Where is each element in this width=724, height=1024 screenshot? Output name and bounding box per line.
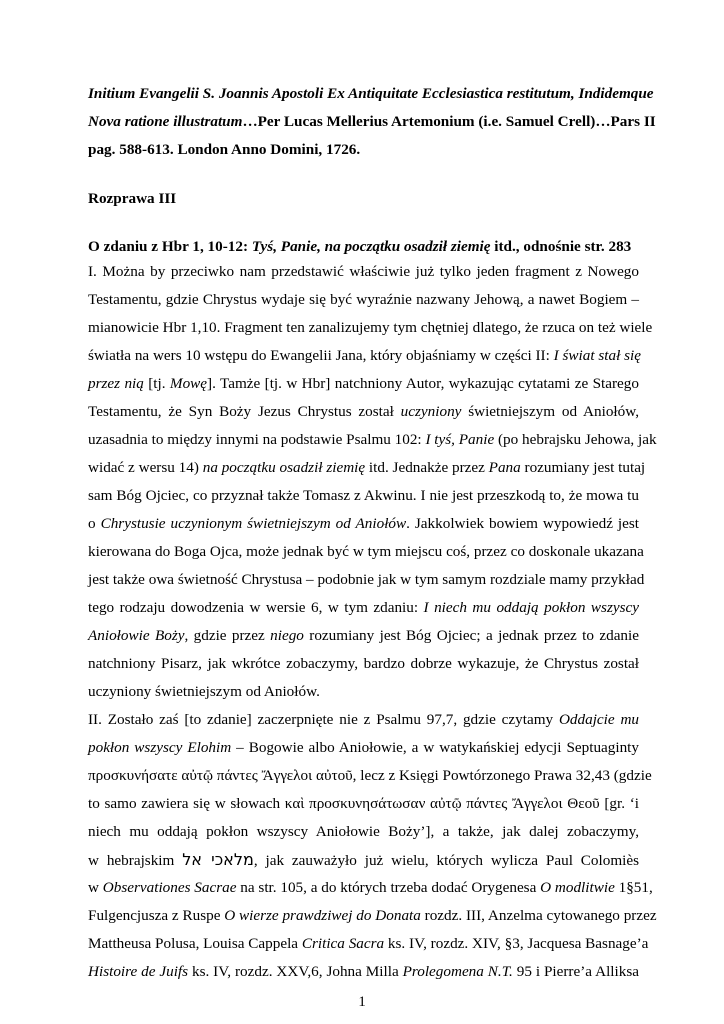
- italic-run: Aniołowie Boży: [88, 627, 185, 644]
- text-run: itd. Jednakże przez: [365, 459, 489, 476]
- paragraph-2-line-3: προσκυνήσατε αὐτῷ πάντες Ἄγγελοι αὐτοῦ, lecz z Księgi Powtórzonego Prawa 32,43 (gdzie: [88, 767, 652, 784]
- text-run: o: [88, 515, 101, 532]
- italic-run: Mowę: [169, 375, 208, 392]
- paragraph-1-line-14: [88, 626, 639, 646]
- text-run: w hebrajskim: [88, 852, 183, 869]
- text-run: Fulgencjusza z Ruspe: [88, 907, 225, 924]
- paragraph-1-line-1: I. Można by przeciwko nam przedstawić właściwie już tylko jeden fragment z Nowego: [88, 263, 639, 280]
- header-line-3: [88, 140, 639, 160]
- subheading-text: O zdaniu z Hbr 1, 10-12:: [88, 238, 252, 255]
- subheading-quote: Tyś, Panie, na początku osadził ziemię: [251, 238, 491, 255]
- text-run: (po hebrajsku Jehowa, jak: [494, 431, 657, 448]
- paragraph-2-line-1: [88, 710, 639, 730]
- text-run: uzasadnia to między innymi na podstawie Psalmu 102:: [88, 431, 426, 448]
- paragraph-1-line-2: Testamentu, gdzie Chrystus wydaje się być wyraźnie nazwany Jehową, a nawet Bogiem –: [88, 291, 639, 308]
- italic-run: I tyś, Panie: [425, 431, 495, 448]
- subheading: [88, 237, 639, 257]
- text-run: 95 i Pierre’a Alliksa: [512, 963, 639, 980]
- text-run: światła na wers 10 wstępu do Ewangelii Jana, który objaśniamy w części II:: [88, 347, 554, 364]
- text-run: ks. IV, rozdz. XIV, §3, Jacquesa Basnage’a: [384, 935, 649, 952]
- italic-run: I niech mu oddają pokłon wszyscy: [423, 599, 639, 616]
- header-line-2: [88, 112, 656, 132]
- text-run: tego rodzaju dowodzenia w wersie 6, w tym zdaniu:: [88, 599, 424, 616]
- text-run: , gdzie przez: [184, 627, 271, 644]
- text-run: II. Zostało zaś [to zdanie] zaczerpnięte nie z Psalmu 97,7, gdzie czytamy: [88, 711, 559, 728]
- text-run: Testamentu, że Syn Boży Jezus Chrystus został: [88, 403, 401, 420]
- italic-run: Pana: [488, 459, 521, 476]
- paragraph-1-line-12: jest także owa świetność Chrystusa – podobnie jak w tym samym rozdziale mamy przykład: [88, 571, 645, 588]
- italic-run: Prolegomena N.T.: [402, 963, 513, 980]
- paragraph-1-line-11: kierowana do Boga Ojca, może jednak być w tym miejscu coś, przez co doskonale ukazana: [88, 543, 644, 560]
- text-run: ]. Tamże [tj. w Hbr] natchniony Autor, wykazując cytatami ze Starego: [207, 375, 639, 392]
- text-run: świetniejszym od Aniołów,: [461, 403, 639, 420]
- italic-run: Observationes Sacrae: [102, 879, 237, 896]
- paragraph-2-line-4: to samo zawiera się w słowach καὶ προσκυνησάτωσαν αὐτῷ πάντες Ἄγγελοι Θεοῦ [gr. ‘i: [88, 795, 639, 812]
- paragraph-2-line-10: [88, 962, 639, 982]
- text-run: w: [88, 879, 103, 896]
- header-author-text: …Per Lucas Mellerius Artemonium (i.e. Samuel Crell)…Pars II: [242, 113, 656, 130]
- header-title-text: Nova ratione illustratum: [88, 113, 243, 130]
- paragraph-1-line-10: [88, 514, 639, 534]
- text-run: ks. IV, rozdz. XXV,6, Johna Milla: [188, 963, 403, 980]
- text-run: , jak zauważyło już wielu, których wylicza Paul Colomiès: [253, 852, 640, 869]
- paragraph-1-line-9: sam Bóg Ojciec, co przyznał także Tomasz z Akwinu. I nie jest przeszkodą to, że mowa tu: [88, 487, 639, 504]
- paragraph-2-line-2: [88, 738, 639, 758]
- section-title: Rozprawa III: [88, 190, 177, 207]
- paragraph-1-line-8: [88, 458, 646, 478]
- text-run: na str. 105, a do których trzeba dodać Orygenesa: [236, 879, 541, 896]
- subheading-text: itd., odnośnie str. 283: [490, 238, 632, 255]
- hebrew-text: מלאכי אל: [182, 850, 254, 869]
- paragraph-2-line-5: niech mu oddają pokłon wszyscy Aniołowie Boży’], a także, jak dalej zobaczymy,: [88, 823, 639, 840]
- text-run: rozumiany jest tutaj: [520, 459, 646, 476]
- paragraph-1-line-16: uczyniony świetniejszym od Aniołów.: [88, 683, 320, 700]
- header-title-text: Initium Evangelii S. Joannis Apostoli Ex Antiquitate Ecclesiastica restitutum, Indidemque: [88, 85, 654, 102]
- italic-run: I świat stał się: [553, 347, 641, 364]
- italic-run: Oddajcie mu: [558, 711, 640, 728]
- page-number: 1: [358, 993, 366, 1010]
- text-run: [tj.: [143, 375, 170, 392]
- text-run: rozdz. III, Anzelma cytowanego przez: [420, 907, 657, 924]
- paragraph-1-line-15: natchniony Pisarz, jak wkrótce zobaczymy, bardzo dobrze wykazuje, że Chrystus został: [88, 655, 639, 672]
- italic-run: niego: [270, 627, 304, 644]
- text-run: – Bogowie albo Aniołowie, a w watykańskiej edycji Septuaginty: [231, 739, 639, 756]
- italic-run: uczyniony: [400, 403, 462, 420]
- paragraph-1-line-4: [88, 346, 639, 366]
- text-run: rozumiany jest Bóg Ojciec; a jednak przez to zdanie: [303, 627, 639, 644]
- paragraph-2-line-7: [88, 878, 653, 898]
- italic-run: Chrystusie uczynionym świetniejszym od Aniołów: [100, 515, 407, 532]
- paragraph-1-line-3: mianowicie Hbr 1,10. Fragment ten zanalizujemy tym chętniej dlatego, że rzuca on też wiele: [88, 319, 653, 336]
- text-run: 1§51,: [614, 879, 653, 896]
- italic-run: O wierze prawdziwej do Donata: [224, 907, 421, 924]
- italic-run: Histoire de Juifs: [88, 963, 189, 980]
- text-run: widać z wersu 14): [88, 459, 203, 476]
- text-run: Mattheusa Polusa, Louisa Cappela: [88, 935, 302, 952]
- italic-run: O modlitwie: [540, 879, 615, 896]
- paragraph-2-line-6: [88, 850, 639, 870]
- paragraph-1-line-6: [88, 402, 639, 422]
- italic-run: Critica Sacra: [301, 935, 385, 952]
- paragraph-1-line-7: [88, 430, 657, 450]
- header-publication-text: pag. 588-613. London Anno Domini, 1726.: [88, 141, 361, 158]
- header-line-1: [88, 84, 654, 104]
- text-run: . Jakkolwiek bowiem wypowiedź jest: [406, 515, 639, 532]
- italic-run: na początku osadził ziemię: [202, 459, 366, 476]
- italic-run: pokłon wszyscy Elohim: [88, 739, 232, 756]
- paragraph-2-line-9: [88, 934, 649, 954]
- paragraph-1-line-13: [88, 598, 639, 618]
- paragraph-2-line-8: [88, 906, 657, 926]
- paragraph-1-line-5: [88, 374, 639, 394]
- italic-run: przez nią: [88, 375, 144, 392]
